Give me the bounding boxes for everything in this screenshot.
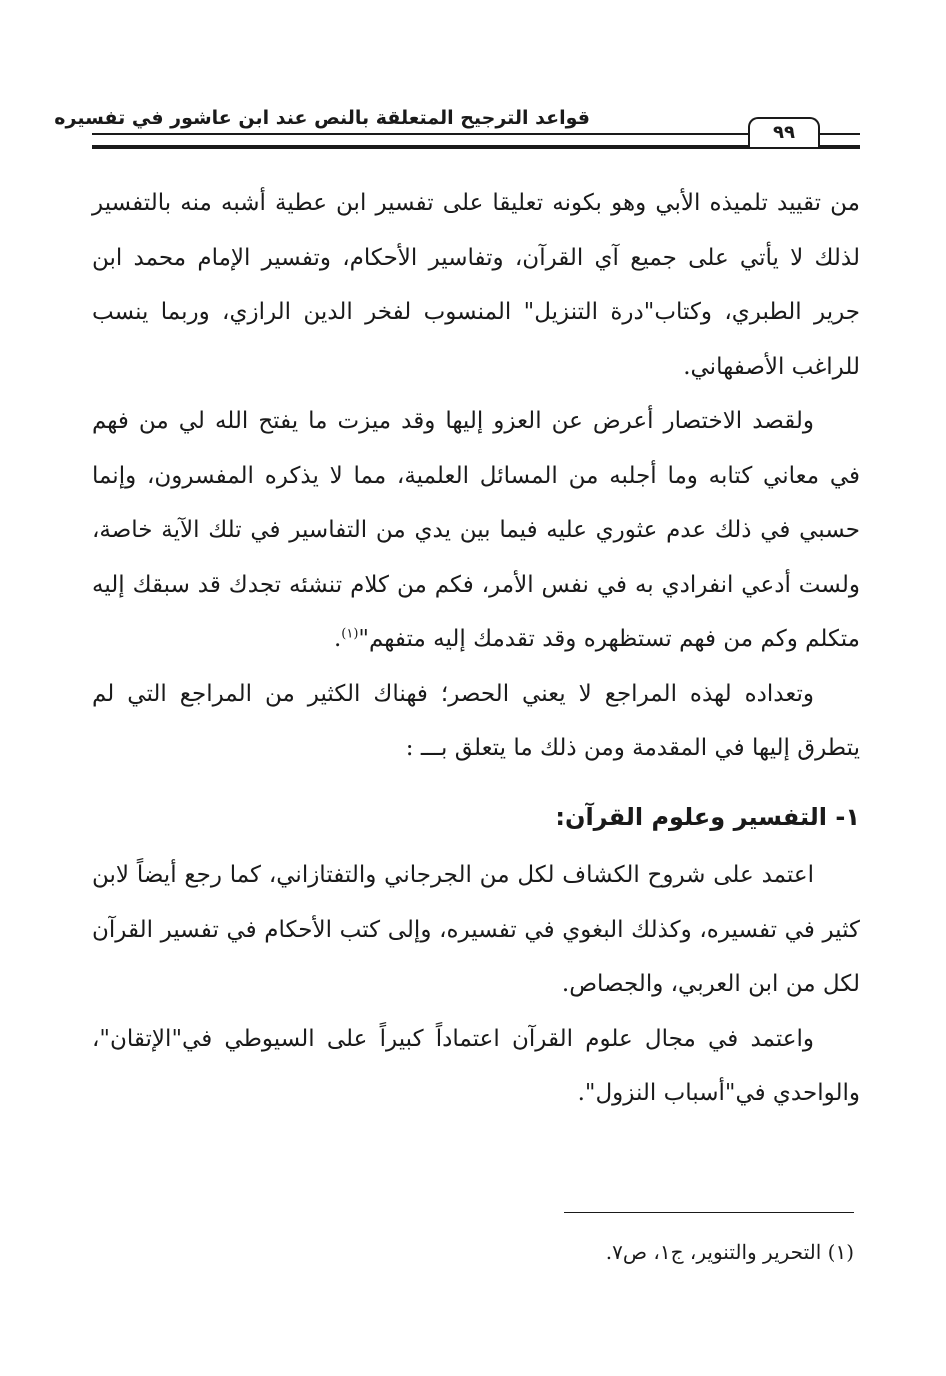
paragraph-quote <box>92 394 860 667</box>
paragraph-quran-sciences: واعتمد في مجال علوم القرآن اعتماداً كبيراً على السيوطي في"الإتقان"، والواحدي في"أسباب النزول". <box>92 1025 860 1106</box>
header-rule-thick <box>92 145 860 149</box>
paragraph-tafsir-sources: اعتمد على شروح الكشاف لكل من الجرجاني والتفتازاني، كما رجع أيضاً لابن كثير في تفسيره، وكذلك البغوي في تفسيره، وإلى كتب الأحكام في تفسير القرآن لكل من ابن العربي، والجصاص. <box>92 862 860 997</box>
section-heading: ١- التفسير وعلوم القرآن: <box>555 802 860 831</box>
body-text <box>92 176 860 1121</box>
header-rule-thin <box>92 133 860 135</box>
footnote-separator <box>564 1212 854 1213</box>
paragraph-continuation: من تقييد تلميذه الأبي وهو بكونه تعليقا على تفسير ابن عطية أشبه منه بالتفسير لذلك لا يأتي على جميع آي القرآن، وتفاسير الأحكام، وتفسير الإمام محمد ابن جرير الطبري، وكتاب"درة التنزيل" المنسوب لفخر الدين الرازي، وربما ينسب للراغب الأصفهاني. <box>92 190 860 380</box>
footnote-ref[interactable]: (١) <box>341 626 359 642</box>
paragraph-quote-end: . <box>333 626 342 652</box>
page-header <box>54 95 860 155</box>
footnote: (١) التحرير والتنوير، ج١، ص٧. <box>605 1240 854 1264</box>
running-title: قواعد الترجيح المتعلقة بالنص عند ابن عاشور في تفسيره <box>54 107 590 129</box>
paragraph-quote-text: ولقصد الاختصار أعرض عن العزو إليها وقد ميزت ما يفتح الله لي من فهم في معاني كتابه وما أجلبه من المسائل العلمية، مما لا يذكره المفسرون، وإنما حسبي في ذلك عدم عثوري عليه فيما بين يدي من التفاسير في تلك الآية خاصة، ولست أدعي انفرادي به في نفس الأمر، فكم من كلام تنشئه تجدك قد سبقك إليه متكلم وكم من فهم تستظهره وقد تقدمك إليه متفهم" <box>92 408 860 652</box>
page-number: ٩٩ <box>748 117 820 147</box>
paragraph-references: وتعداده لهذه المراجع لا يعني الحصر؛ فهناك الكثير من المراجع التي لم يتطرق إليها في المقدمة ومن ذلك ما يتعلق بـــ : <box>92 680 860 761</box>
